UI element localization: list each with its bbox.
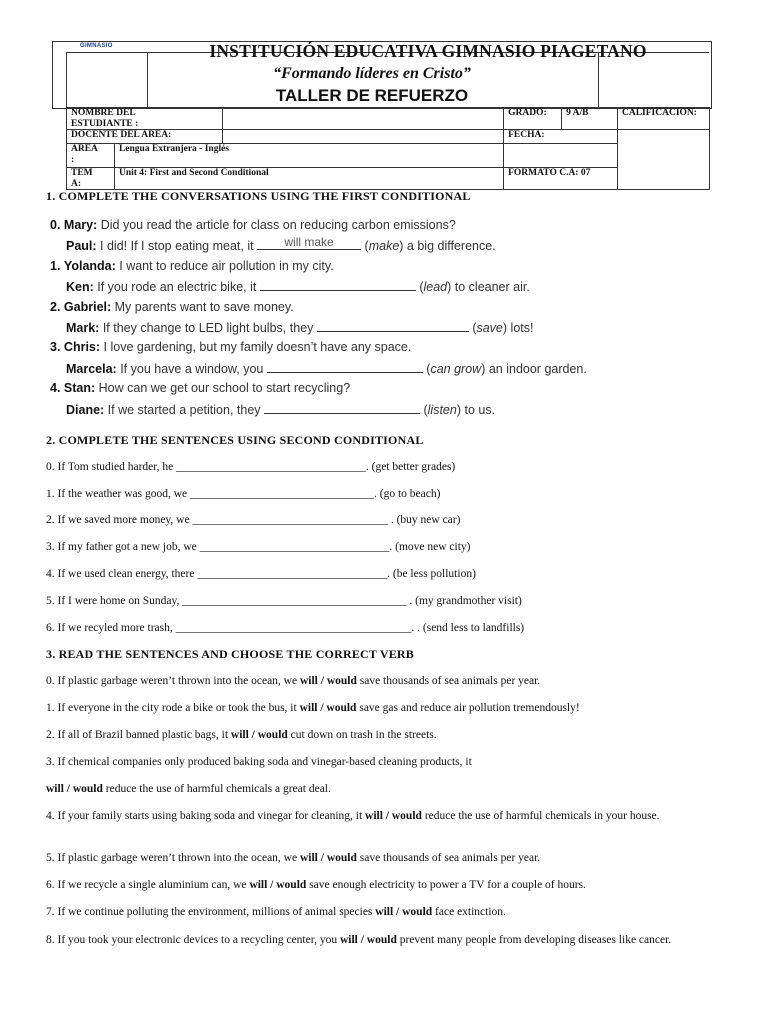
- s2-sentence-2: 2. If we saved more money, we __________________________________ . (buy new car): [46, 514, 461, 526]
- s3-sentence-2: 2. If all of Brazil banned plastic bags, it will / would cut down on trash in the streets.: [46, 729, 437, 741]
- s1-line-2: 2. Gabriel: My parents want to save money.: [50, 300, 294, 314]
- area-value: Lengua Extranjera - Inglés: [114, 144, 503, 168]
- score-field[interactable]: [617, 130, 709, 190]
- s2-blank-5[interactable]: _______________________________________: [182, 595, 407, 607]
- s2-sentence-4: 4. If we used clean energy, there _________________________________. (be less pollution): [46, 568, 476, 580]
- s3-sentence-3-cont: will / would reduce the use of harmful chemicals a great deal.: [46, 783, 331, 795]
- s1-line-2-reply: Mark: If they change to LED light bulbs, they (save) lots!: [66, 321, 534, 335]
- s2-sentence-6: 6. If we recyled more trash, _________________________________________. . (send less to landfills): [46, 622, 525, 634]
- format-code: FORMATO C.A: 07: [504, 168, 618, 190]
- s3-sentence-5: 5. If plastic garbage weren’t thrown into the ocean, we will / would save thousands of sea animals per year.: [46, 852, 541, 864]
- s3-sentence-8: 8. If you took your electronic devices to a recycling center, you will / would prevent many people from developing diseases like cancer.: [46, 934, 672, 946]
- verb-choice[interactable]: will / would: [230, 729, 288, 741]
- area-label: AREA :: [67, 144, 115, 168]
- verb-choice[interactable]: will / would: [249, 879, 307, 891]
- section1-heading: 1. COMPLETE THE CONVERSATIONS USING THE FIRST CONDITIONAL: [46, 189, 471, 203]
- s3-sentence-7: 7. If we continue polluting the environment, millions of animal species will / would face extinction.: [46, 906, 506, 918]
- institution-name: INSTITUCIÓN EDUCATIVA GIMNASIO PIAGETANO: [209, 41, 647, 61]
- student-info-table: [66, 107, 710, 190]
- topic-value: Unit 4: First and Second Conditional: [114, 168, 503, 190]
- section2-heading: 2. COMPLETE THE SENTENCES USING SECOND CONDITIONAL: [46, 433, 424, 447]
- score-label: CALIFICACION:: [617, 108, 709, 130]
- s2-blank-4[interactable]: _________________________________: [197, 568, 388, 580]
- s2-blank-1[interactable]: ________________________________: [190, 488, 375, 500]
- answer-blank-2[interactable]: [317, 319, 469, 332]
- s2-blank-2[interactable]: __________________________________: [192, 514, 388, 526]
- s3-sentence-1: 1. If everyone in the city rode a bike or took the bus, it will / would save gas and reduce air pollution tremendously!: [46, 702, 580, 714]
- verb-choice[interactable]: will / would: [375, 906, 433, 918]
- verb-choice[interactable]: will / would: [299, 675, 357, 687]
- verb-choice[interactable]: will / would: [46, 783, 103, 795]
- date-field[interactable]: [504, 144, 618, 168]
- s1-line-1: 1. Yolanda: I want to reduce air pollution in my city.: [50, 259, 334, 273]
- verb-choice[interactable]: will / would: [299, 852, 357, 864]
- teacher-label: DOCENTE DEL AREA:: [67, 130, 223, 144]
- s1-line-0-reply: Paul: I did! If I stop eating meat, it will make (make) a big difference.: [66, 235, 496, 253]
- s3-sentence-0: 0. If plastic garbage weren’t thrown into the ocean, we will / would save thousands of sea animals per year.: [46, 675, 541, 687]
- grade-label: GRADO:: [504, 108, 562, 130]
- student-name-label: NOMBRE DEL ESTUDIANTE :: [67, 108, 223, 130]
- s1-line-4: 4. Stan: How can we get our school to start recycling?: [50, 381, 351, 395]
- logo-frame: [66, 52, 148, 107]
- s2-blank-3[interactable]: _________________________________: [199, 541, 390, 553]
- s2-blank-6[interactable]: _________________________________________: [175, 622, 412, 634]
- s3-sentence-4: 4. If your family starts using baking soda and vinegar for cleaning, it will / would reduce the use of harmful chemicals in your house.: [46, 810, 660, 822]
- student-name-field[interactable]: [222, 108, 503, 130]
- s3-sentence-6: 6. If we recycle a single aluminium can, we will / would save enough electricity to power a TV for a couple of hours.: [46, 879, 586, 891]
- topic-label: TEM A:: [67, 168, 115, 190]
- verb-choice[interactable]: will / would: [365, 810, 422, 822]
- s2-sentence-0: 0. If Tom studied harder, he _________________________________. (get better grades): [46, 461, 456, 473]
- answer-blank-0[interactable]: will make: [257, 237, 361, 250]
- section3-heading: 3. READ THE SENTENCES AND CHOOSE THE CORRECT VERB: [46, 647, 415, 661]
- s2-sentence-5: 5. If I were home on Sunday, _______________________________________ . (my grandmother visit): [46, 595, 522, 607]
- teacher-field[interactable]: [222, 130, 503, 144]
- grade-value: 9 A/B: [562, 108, 618, 130]
- s3-sentence-3: 3. If chemical companies only produced baking soda and vinegar-based cleaning products, it: [46, 756, 472, 768]
- date-label: FECHA:: [504, 130, 618, 144]
- s1-line-3: 3. Chris: I love gardening, but my family doesn’t have any space.: [50, 340, 412, 354]
- answer-blank-1[interactable]: [260, 278, 416, 291]
- s1-line-3-reply: Marcela: If you have a window, you (can grow) an indoor garden.: [66, 362, 587, 376]
- s2-sentence-1: 1. If the weather was good, we ________________________________. (go to beach): [46, 488, 441, 500]
- s2-blank-0[interactable]: _________________________________: [176, 461, 366, 473]
- worksheet-title: TALLER DE REFUERZO: [275, 86, 469, 105]
- s2-sentence-3: 3. If my father got a new job, we _________________________________. (move new city): [46, 541, 471, 553]
- s1-line-1-reply: Ken: If you rode an electric bike, it (lead) to cleaner air.: [66, 280, 530, 294]
- s1-line-0: 0. Mary: Did you read the article for class on reducing carbon emissions?: [50, 218, 456, 232]
- answer-blank-3[interactable]: [267, 360, 423, 373]
- institution-motto: “Formando líderes en Cristo”: [273, 65, 471, 82]
- answer-blank-4[interactable]: [264, 401, 420, 414]
- school-logo: GIMNASIO: [80, 43, 113, 49]
- verb-choice[interactable]: will / would: [299, 702, 357, 714]
- verb-choice[interactable]: will / would: [339, 934, 397, 946]
- s1-line-4-reply: Diane: If we started a petition, they (listen) to us.: [66, 403, 496, 417]
